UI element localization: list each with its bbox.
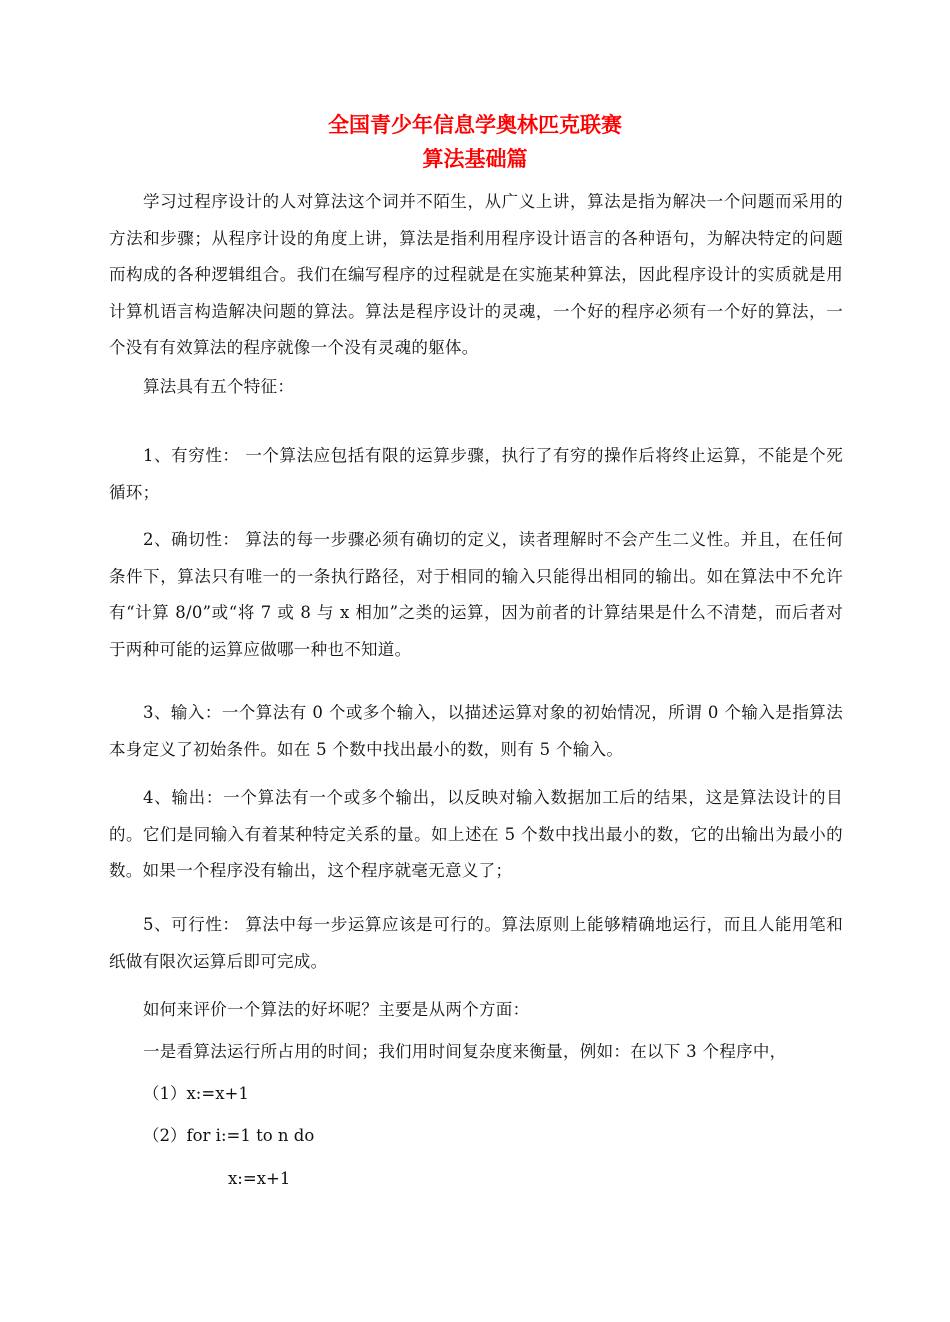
feature-item: 3、输入：一个算法有 0 个或多个输入，以描述运算对象的初始情况，所谓 0 个输入是指算法本身定义了初始条件。如在 5 个数中找出最小的数，则有 5 个输入。 — [109, 703, 843, 759]
feature-item: 5、可行性： 算法中每一步运算应该是可行的。算法原则上能够精确地运行，而且人能用笔和纸做有限次运算后即可完成。 — [109, 915, 843, 971]
features-intro: 算法具有五个特征： — [143, 377, 295, 396]
time-complexity-paragraph: 一是看算法运行所占用的时间；我们用时间复杂度来衡量，例如：在以下 3 个程序中， — [143, 1042, 787, 1061]
program-line: （2）for i:=1 to n do — [143, 1126, 315, 1145]
intro-paragraph: 学习过程序设计的人对算法这个词并不陌生，从广义上讲，算法是指为解决一个问题而采用的方法和步骤；从程序计设的角度上讲，算法是指利用程序设计语言的各种语句，为解决特定的问题而构成的各种逻辑组合。我们在编写程序的过程就是在实施某种算法，因此程序设计的实质就是用计算机语言构造解决问题的算法。算法是程序设计的灵魂，一个好的程序必须有一个好的算法，一个没有有效算法的程序就像一个没有灵魂的躯体。 — [109, 192, 843, 357]
feature-item: 1、有穷性： 一个算法应包括有限的运算步骤，执行了有穷的操作后将终止运算，不能是个死循环； — [109, 446, 843, 502]
program-line: （1）x:=x+1 — [143, 1084, 249, 1103]
document-subtitle: 算法基础篇 — [422, 147, 528, 171]
document-title: 全国青少年信息学奥林匹克联赛 — [328, 113, 622, 137]
feature-item: 2、确切性： 算法的每一步骤必须有确切的定义，读者理解时不会产生二义性。并且，在任何条件下，算法只有唯一的一条执行路径，对于相同的输入只能得出相同的输出。如在算法中不允许有“计算 8/0”或“将 7 或 8 与 x 相加”之类的运算，因为前者的计算结果是什么不清楚，而后者对于两种可能的运算应做哪一种也不知道。 — [109, 530, 843, 659]
evaluate-paragraph: 如何来评价一个算法的好坏呢？主要是从两个方面： — [143, 1000, 530, 1019]
program-line: x:=x+1 — [228, 1169, 291, 1188]
feature-item: 4、输出：一个算法有一个或多个输出，以反映对输入数据加工后的结果，这是算法设计的目的。它们是同输入有着某种特定关系的量。如上述在 5 个数中找出最小的数，它的出输出为最小的数。如果一个程序没有输出，这个程序就毫无意义了； — [109, 788, 843, 880]
